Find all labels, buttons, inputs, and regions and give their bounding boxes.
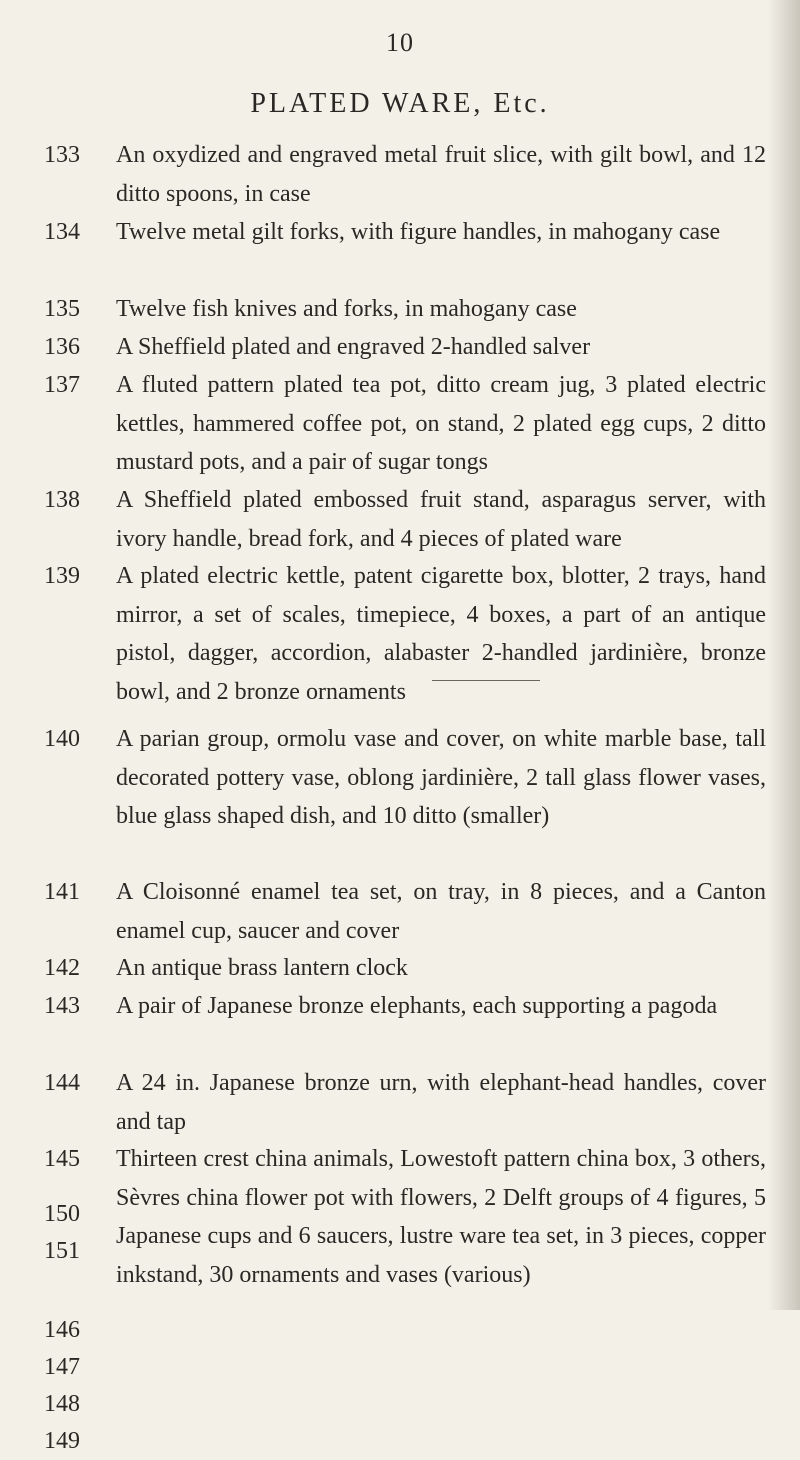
divider-rule	[432, 680, 540, 681]
lot-number: 135	[44, 296, 80, 322]
section-title: PLATED WARE, Etc.	[250, 88, 550, 119]
lot-number: 142	[44, 955, 80, 981]
lot-description: A 24 in. Japanese bronze urn, with elephant-head handles, cover and tap	[116, 1070, 766, 1135]
lot-number: 139	[44, 563, 80, 589]
lot-number: 149	[44, 1428, 80, 1454]
lot-number: 150	[44, 1201, 80, 1227]
lot-description: A fluted pattern plated tea pot, ditto cream jug, 3 plated electric kettles, hammered coffee pot, on stand, 2 plated egg cups, 2 ditto mustard pots, and a pair of sugar tongs	[116, 372, 766, 475]
lot-number: 140	[44, 726, 80, 752]
page-edge-shadow	[768, 0, 800, 1310]
lot-description: An oxydized and engraved metal fruit slice, with gilt bowl, and 12 ditto spoons, in case	[116, 142, 766, 207]
lot-number: 133	[44, 142, 80, 168]
lot-description: A Cloisonné enamel tea set, on tray, in 8 pieces, and a Canton enamel cup, saucer and cover	[116, 879, 766, 944]
lot-description: Twelve fish knives and forks, in mahogany case	[116, 296, 577, 322]
lot-number: 137	[44, 372, 80, 398]
lot-number: 136	[44, 334, 80, 360]
lot-description: A Sheffield plated and engraved 2-handled salver	[116, 334, 591, 360]
lot-number: 145	[44, 1146, 80, 1172]
lot-number: 138	[44, 487, 80, 513]
lot-description: Twelve metal gilt forks, with figure handles, in mahogany case	[116, 219, 721, 245]
page-number: 10	[386, 28, 414, 57]
lot-number: 151	[44, 1238, 80, 1264]
lot-description: Thirteen crest china animals, Lowestoft pattern china box, 3 others, Sèvres china flower pot with flowers, 2 Delft groups of 4 figures, 5 Japanese cups and 6 saucers, lustre ware tea set, in 3 pieces, copper inkstand, 30 ornaments and vases (various)	[116, 1146, 766, 1288]
lot-description: A pair of Japanese bronze elephants, each supporting a pagoda	[116, 993, 718, 1019]
lot-number: 134	[44, 219, 80, 245]
lot-description: A parian group, ormolu vase and cover, on white marble base, tall decorated pottery vase, oblong jardinière, 2 tall glass flower vases, blue glass shaped dish, and 10 ditto (smaller)	[116, 726, 766, 829]
lot-number: 143	[44, 993, 80, 1019]
lot-number: 148	[44, 1391, 80, 1417]
lot-description: A plated electric kettle, patent cigarette box, blotter, 2 trays, hand mirror, a set of scales, timepiece, 4 boxes, a part of an antique pistol, dagger, accordion, alabaster 2-handled jardinière, bronze bowl, and 2 bronze ornaments	[116, 563, 766, 705]
lot-description: An antique brass lantern clock	[116, 955, 408, 981]
lot-entry	[44, 1196, 104, 1270]
lot-number: 144	[44, 1070, 80, 1096]
lot-description: A Sheffield plated embossed fruit stand, asparagus server, with ivory handle, bread fork, and 4 pieces of plated ware	[116, 487, 766, 552]
lot-number: 146	[44, 1317, 80, 1343]
lot-number: 141	[44, 879, 80, 905]
lot-number: 147	[44, 1354, 80, 1380]
